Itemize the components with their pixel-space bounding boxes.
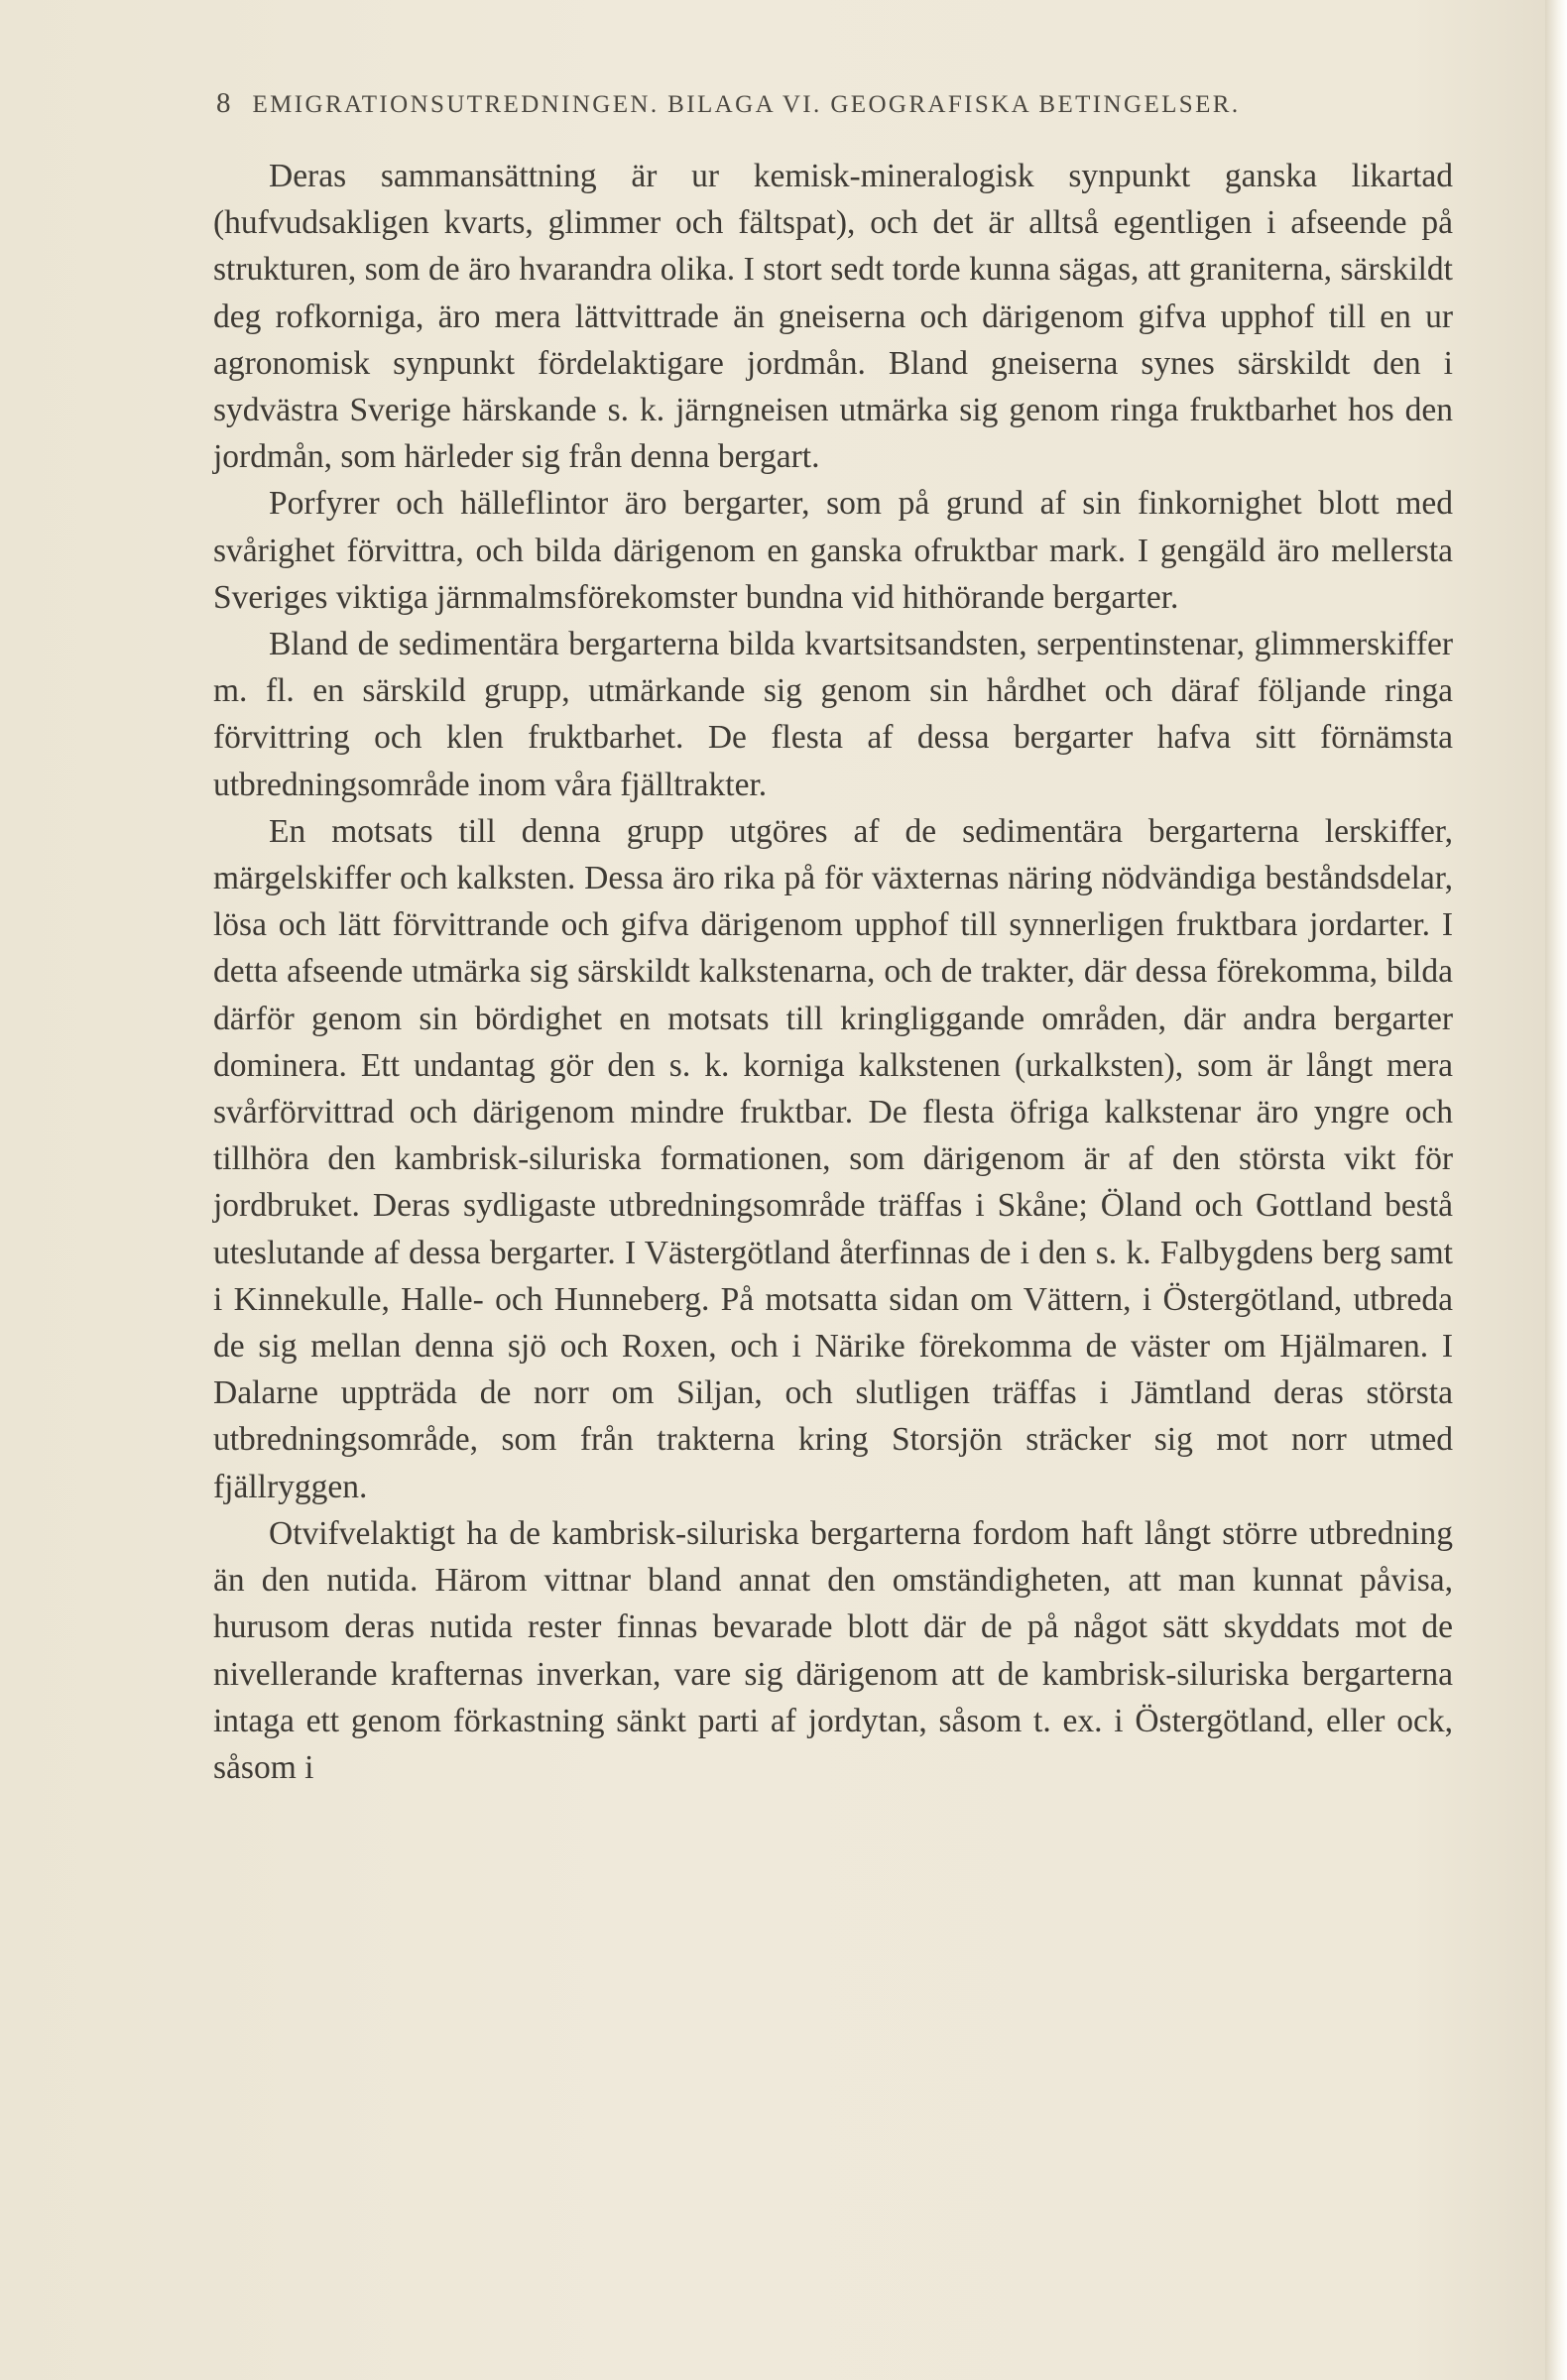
- paragraph-limestone: En motsats till denna grupp utgöres af de sedimentära bergarterna lerskiffer, märgelskiffer och kalksten. Dessa äro rika på för växternas näring nödvändiga beståndsdelar, lösa och lätt förvittrande och gifva därigenom upphof till synnerligen fruktbara jordarter. I detta afseende utmärka sig särskildt kalkstenarna, och de trakter, där dessa förekomma, bilda därför genom sin bördighet en motsats till kringliggande områden, där andra bergarter dominera. Ett undantag gör den s. k. korniga kalkstenen (urkalksten), som är långt mera svårförvittrad och därigenom mindre fruktbar. De flesta öfriga kalkstenar äro yngre och tillhöra den kambrisk-siluriska formationen, som därigenom är af den största vikt för jordbruket. Deras sydligaste utbredningsområde träffas i Skåne; Öland och Gottland bestå uteslutande af dessa bergarter. I Västergötland återfinnas de i den s. k. Falbygdens berg samt i Kinnekulle, Halle- och Hunneberg. På motsatta sidan om Vättern, i Östergötland, utbreda de sig mellan denna sjö och Roxen, och i Närike förekomma de väster om Hjälmaren. I Dalarne uppträda de norr om Siljan, och slutligen träffas i Jämtland deras största utbredningsområde, som från trakterna kring Storsjön sträcker sig mot norr utmed fjällryggen.: [213, 812, 1453, 1505]
- running-title: EMIGRATIONSUTREDNINGEN. BILAGA VI. GEOGRAFISKA BETINGELSER.: [252, 91, 1241, 118]
- running-header: [216, 87, 1466, 127]
- body-text: [213, 153, 1453, 1791]
- paragraph-cambro-silurian: Otvifvelaktigt ha de kambrisk-siluriska bergarterna fordom haft långt större utbredning än den nutida. Härom vittnar bland annat den omständigheten, att man kunnat påvisa, hurusom deras nutida rester finnas bevarade blott där de på något sätt skyddats mot de nivellerande krafternas inverkan, vare sig därigenom att de kambrisk-siluriska bergarterna intaga ett genom förkastning sänkt parti af jordytan, såsom t. ex. i Östergötland, eller ock, såsom i: [213, 1514, 1453, 1786]
- paragraph-sedimentary-hard: Bland de sedimentära bergarterna bilda kvartsitsandsten, serpentinstenar, glimmerskiffer m. fl. en särskild grupp, utmärkande sig genom sin hårdhet och däraf följande ringa förvittring och klen fruktbarhet. De flesta af dessa bergarter hafva sitt förnämsta utbredningsområde inom våra fjälltrakter.: [213, 626, 1453, 803]
- paragraph-rock-composition: Deras sammansättning är ur kemisk-mineralogisk synpunkt ganska likartad (hufvudsakligen kvarts, glimmer och fältspat), och det är alltså egentligen i afseende på strukturen, som de äro hvarandra olika. I stort sedt torde kunna sägas, att graniterna, särskildt deg rofkorniga, äro mera lättvittrade än gneiserna och därigenom gifva upphof till en ur agronomisk synpunkt fördelaktigare jordmån. Bland gneiserna synes särskildt den i sydvästra Sverige härskande s. k. järngneisen utmärka sig genom ringa fruktbarhet hos den jordmån, som härleder sig från denna bergart.: [213, 158, 1453, 476]
- page-edge: [1545, 0, 1567, 2380]
- page-number: 8: [216, 87, 231, 119]
- paragraph-porphyries: Porfyrer och hälleflintor äro bergarter, som på grund af sin finkornighet blott med svårighet förvittra, och bilda därigenom en ganska ofruktbar mark. I gengäld äro mellersta Sveriges viktiga järnmalmsförekomster bundna vid hithörande bergarter.: [213, 485, 1453, 616]
